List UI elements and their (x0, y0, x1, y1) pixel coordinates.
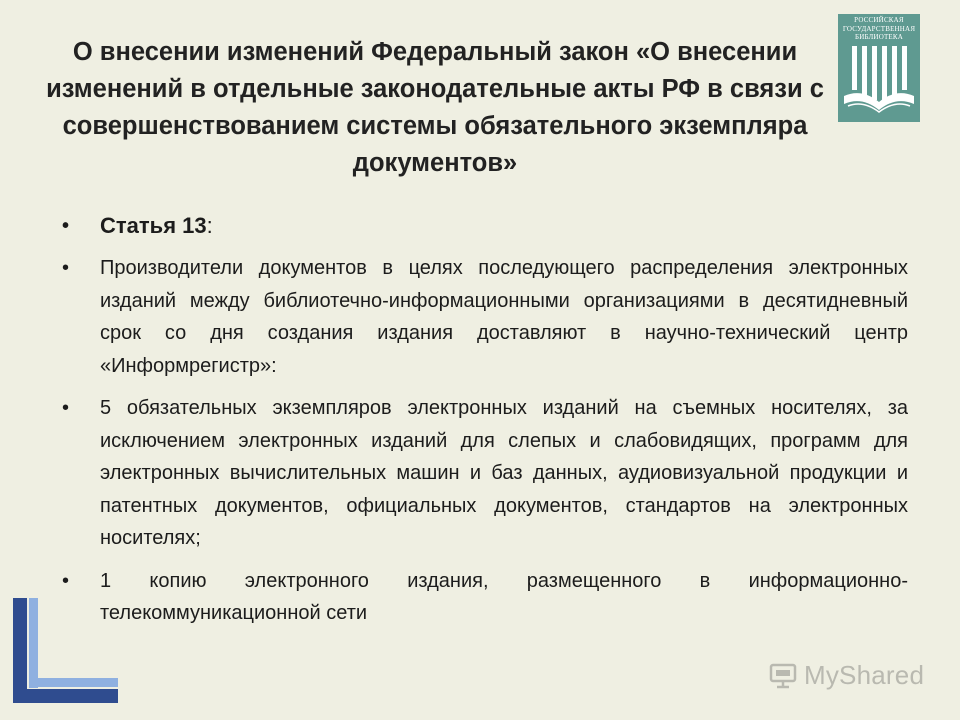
watermark (768, 660, 924, 690)
bullet-text: 1 копию электронного издания, размещенного в информационно-телекоммуникационной сети (100, 569, 908, 624)
logo-caption (838, 16, 920, 42)
bullet-marker: • (62, 215, 70, 237)
list-item (58, 252, 908, 382)
presentation-icon (768, 661, 798, 689)
bullet-marker: • (62, 569, 70, 592)
bullet-text: Производители документов в целях последующего распределения электронных изданий между библиотечно-информационными организациями в десятидневный срок со дня создания издания доставляют в научно-технический центр «Информрегистр»: (100, 257, 908, 377)
bullet-text: 5 обязательных экземпляров электронных изданий на съемных носителях, за исключением электронных изданий для слепых и слабовидящих, программ для электронных вычислительных машин и баз данных, аудиовизуальной продукции и патентных документов, официальных документов, стандартов на электронных носителях; (100, 397, 908, 549)
slide-title: О внесении изменений Федеральный закон «О внесении изменений в отдельные законодательные акты РФ в связи с совершенствованием системы обязательного экземпляра документов» (46, 38, 824, 177)
watermark-text: MyShared (804, 659, 925, 690)
library-logo (838, 14, 920, 122)
list-item (58, 208, 908, 244)
bullet-list (58, 208, 908, 640)
logo-line: ГОСУДАРСТВЕННАЯ (842, 24, 916, 33)
article-heading: Статья 13 (100, 213, 207, 238)
bullet-marker: • (62, 397, 70, 419)
list-item (58, 392, 908, 555)
bullet-marker: • (62, 257, 70, 279)
logo-line: БИБЛИОТЕКА (854, 33, 904, 41)
logo-line: РОССИЙСКАЯ (854, 16, 904, 24)
article-heading-colon: : (206, 213, 213, 238)
corner-decoration (13, 598, 118, 703)
list-item (58, 565, 908, 630)
